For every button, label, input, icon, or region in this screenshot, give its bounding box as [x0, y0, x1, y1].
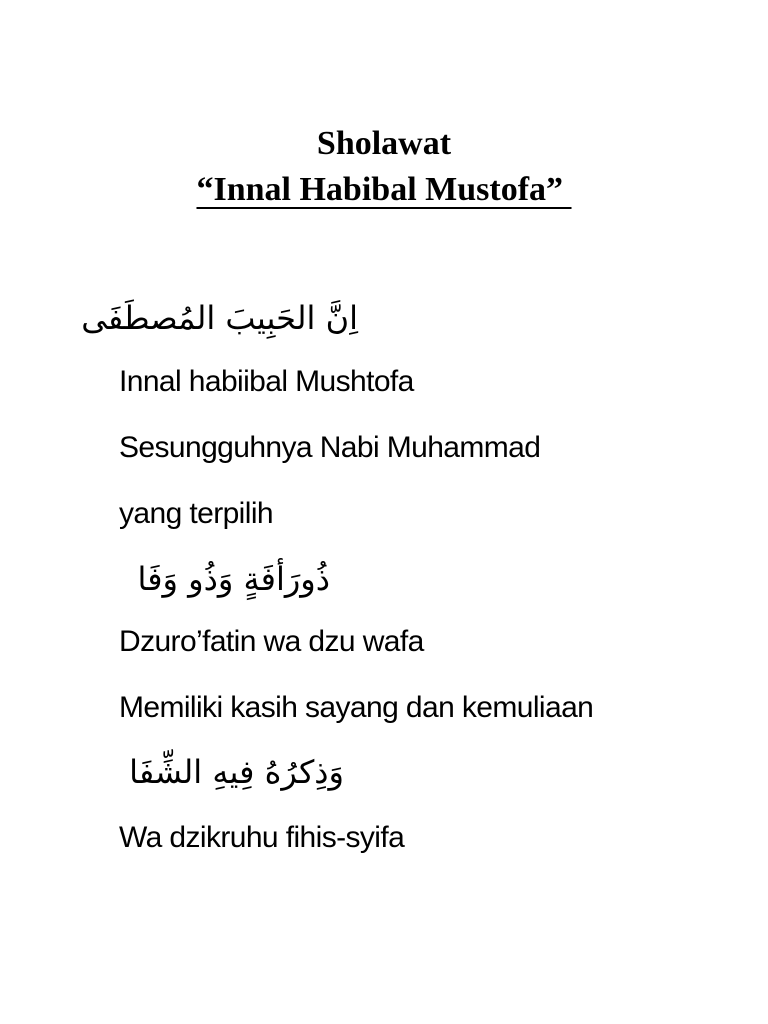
verse-1-translation-line-2: yang terpilih	[119, 497, 273, 530]
verse-2-arabic: ذُورَأفَةٍ وَذُو وَفَا	[137, 560, 330, 598]
verse-3-arabic: وَذِكرُهُ فِيهِ الشِّفَا	[129, 753, 344, 791]
verse-1-arabic: اِنَّ الحَبِيبَ المُصطَفَى	[81, 299, 358, 337]
document-title: Sholawat	[316, 125, 452, 162]
document-subtitle	[0, 170, 768, 210]
verse-1-translation-line-1: Sesungguhnya Nabi Muhammad	[119, 431, 541, 464]
verse-3-transliteration: Wa dzikruhu fihis-syifa	[119, 821, 405, 854]
verse-2-transliteration: Dzuro’fatin wa dzu wafa	[119, 625, 424, 658]
verse-1-transliteration: Innal habiibal Mushtofa	[119, 365, 414, 398]
subtitle-text: “Innal Habibal Mustofa”	[196, 171, 572, 208]
verse-2-translation: Memiliki kasih sayang dan kemuliaan	[119, 691, 594, 724]
